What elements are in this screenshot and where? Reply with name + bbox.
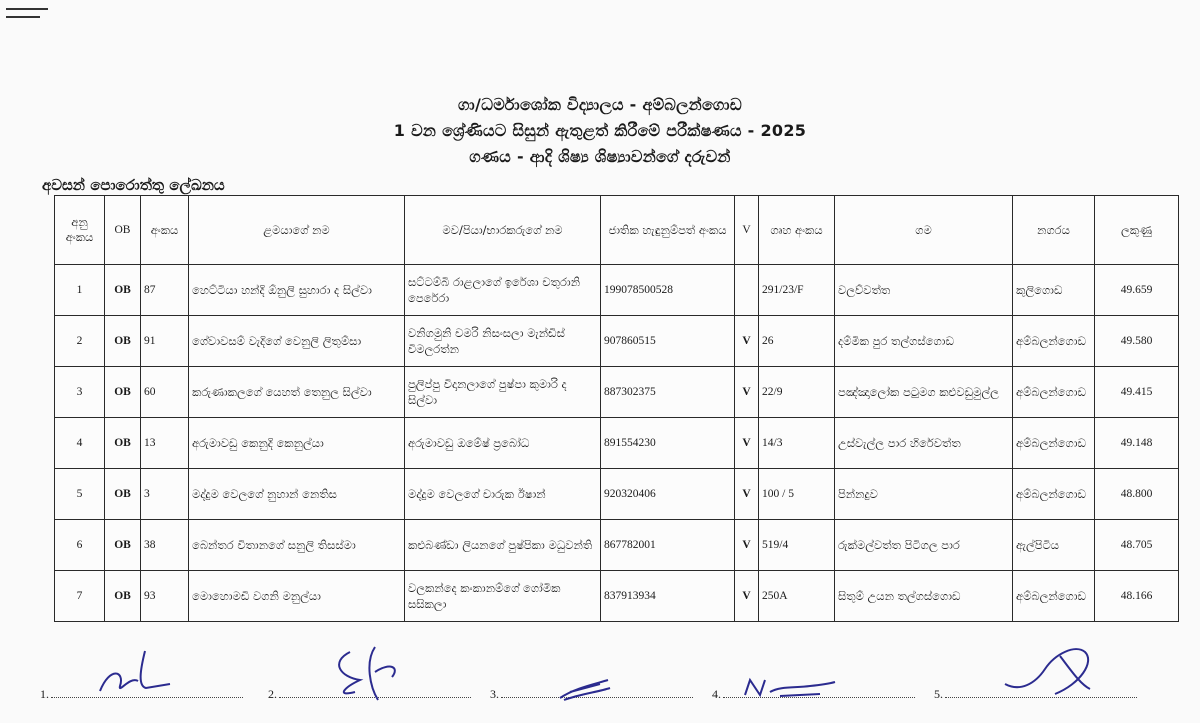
cell-v: V [735,469,759,520]
table-row [55,367,1179,418]
cell-parent-name: පුලිප්පු විදානලාගේ පුෂ්පා කුමාරි ද සිල්වා [405,367,601,418]
cell-ob: OB [105,469,141,520]
cell-parent-name: කළුබණ්ඩා ලියනගේ පුෂ්පිකා මධුවන්ති [405,520,601,571]
cell-house-no: 14/3 [759,418,835,469]
cell-child-name: ගේවාවසම් වැදිගේ වෙනුලි ලිතුම්සා [189,316,405,367]
cell-parent-name: වනිගමුනි චමරි නිසංසලා මැන්ඩිස් විමලරත්න [405,316,601,367]
corner-scribble [6,8,48,24]
col-header-index: අංකය [141,196,189,265]
cell-village: පින්නදුව [835,469,1013,520]
exam-title: 1 වන ශ්‍රේණියට සිසුන් ඇතුළත් කිරීමේ පරීක්ෂණය - 2025 [393,121,807,140]
signature-number: 1. [40,687,49,701]
cell-ob: OB [105,367,141,418]
cell-v [735,265,759,316]
cell-index: 93 [141,571,189,622]
col-header-house-no: ගෘහ අංකය [759,196,835,265]
col-header-serial: අනු අංකය [55,196,105,265]
cell-serial: 5 [55,469,105,520]
cell-town: ඇල්පිටිය [1013,520,1095,571]
signature-number: 4. [712,687,721,701]
cell-house-no: 250A [759,571,835,622]
cell-child-name: කරුණාකලගේ යෙහත් තෙනුල සිල්වා [189,367,405,418]
cell-nic: 920320406 [601,469,735,520]
cell-index: 87 [141,265,189,316]
cell-house-no: 100 / 5 [759,469,835,520]
cell-serial: 6 [55,520,105,571]
cell-parent-name: වලකන්දෙ කංකානම්ගේ ගෝමික සසිකලා [405,571,601,622]
cell-index: 91 [141,316,189,367]
cell-nic: 837913934 [601,571,735,622]
cell-child-name: මොහොමඩි වගනි මනුල්යා [189,571,405,622]
cell-score: 48.800 [1095,469,1179,520]
cell-village: දම්මික පුර තල්ගස්ගොඩ [835,316,1013,367]
cell-town: අම්බලන්ගොඩ [1013,571,1095,622]
cell-child-name: බෙන්තර විතානගේ සනුලි තිසස්මා [189,520,405,571]
col-header-v: V [735,196,759,265]
table-row [55,265,1179,316]
cell-score: 49.580 [1095,316,1179,367]
signature-mark-2 [320,642,410,706]
cell-village: රුක්මල්වත්ත පිටිගල පාර [835,520,1013,571]
cell-nic: 867782001 [601,520,735,571]
table-row [55,571,1179,622]
table-row [55,316,1179,367]
cell-village: වලව්වත්ත [835,265,1013,316]
col-header-nic: ජාතික හැඳුනුම්පත් අංකය [601,196,735,265]
cell-v: V [735,520,759,571]
col-header-child-name: ළමයාගේ නම [189,196,405,265]
cell-town: අම්බලන්ගොඩ [1013,418,1095,469]
category-title: ගණය - ආදි ශිෂ්‍ය ශිෂ්‍යාවන්ගේ දරුවන් [469,147,731,166]
cell-index: 38 [141,520,189,571]
cell-score: 49.659 [1095,265,1179,316]
cell-house-no: 26 [759,316,835,367]
col-header-score: ලකුණු [1095,196,1179,265]
cell-v: V [735,571,759,622]
cell-serial: 1 [55,265,105,316]
cell-town: අම්බලන්ගොඩ [1013,469,1095,520]
cell-parent-name: මද්දුම වෙලගේ චාරුක ඊෂාන් [405,469,601,520]
document-header [0,92,1200,170]
list-title: අවසන් පොරොත්තු ලේඛනය [42,176,225,194]
cell-nic: 199078500528 [601,265,735,316]
cell-v: V [735,418,759,469]
table-row [55,469,1179,520]
cell-town: කුලිගොඩ [1013,265,1095,316]
cell-serial: 3 [55,367,105,418]
school-title: ගා/ධර්මාශෝක විද්‍යාලය - අම්බලන්ගොඩ [457,95,743,114]
cell-serial: 4 [55,418,105,469]
col-header-ob: OB [105,196,141,265]
cell-house-no: 519/4 [759,520,835,571]
col-header-village: ගම [835,196,1013,265]
cell-child-name: මද්දුම වෙලගේ නුහාන් නෙතිස [189,469,405,520]
cell-score: 49.148 [1095,418,1179,469]
cell-ob: OB [105,265,141,316]
table-row [55,520,1179,571]
col-header-town: නගරය [1013,196,1095,265]
cell-house-no: 22/9 [759,367,835,418]
cell-child-name: අරුමාවඩු කෙනුදි කෙනුල්යා [189,418,405,469]
signature-number: 2. [268,687,277,701]
cell-town: අම්බලන්ගොඩ [1013,316,1095,367]
cell-nic: 887302375 [601,367,735,418]
cell-village: උස්වැල්ල පාර හිරේවත්ත [835,418,1013,469]
cell-index: 13 [141,418,189,469]
cell-nic: 891554230 [601,418,735,469]
cell-house-no: 291/23/F [759,265,835,316]
signature-section [40,640,1180,720]
cell-ob: OB [105,316,141,367]
cell-score: 48.705 [1095,520,1179,571]
cell-index: 3 [141,469,189,520]
cell-ob: OB [105,571,141,622]
cell-score: 49.415 [1095,367,1179,418]
cell-parent-name: අරුමාවඩු ඔමේෂ් ප්‍රබෝධ [405,418,601,469]
table-row [55,418,1179,469]
cell-village: පඤ්ඤාලෝක පටුමග කළුවඩුමුල්ල [835,367,1013,418]
cell-ob: OB [105,520,141,571]
signature-mark-5 [1000,634,1110,706]
signature-mark-4 [740,670,850,706]
cell-index: 60 [141,367,189,418]
cell-v: V [735,316,759,367]
signature-number: 3. [490,687,499,701]
cell-town: අම්බලන්ගොඩ [1013,367,1095,418]
cell-v: V [735,367,759,418]
cell-nic: 907860515 [601,316,735,367]
signature-mark-1 [90,646,190,706]
signature-number: 5. [934,687,943,701]
cell-village: සිතුම් උයන තල්ගස්ගොඩ [835,571,1013,622]
cell-ob: OB [105,418,141,469]
cell-child-name: හෙට්ටියා හන්දි ඕනුලි සුහාරා ද සිල්වා [189,265,405,316]
results-table [54,195,1179,622]
cell-serial: 2 [55,316,105,367]
cell-parent-name: සට්ටම්බි රාළලාගේ ඉරේශා චතුරානි පෙරේරා [405,265,601,316]
table-header-row [55,196,1179,265]
col-header-parent-name: මව/පියා/භාරකරුගේ නම [405,196,601,265]
cell-serial: 7 [55,571,105,622]
cell-score: 48.166 [1095,571,1179,622]
signature-mark-3 [550,670,620,706]
